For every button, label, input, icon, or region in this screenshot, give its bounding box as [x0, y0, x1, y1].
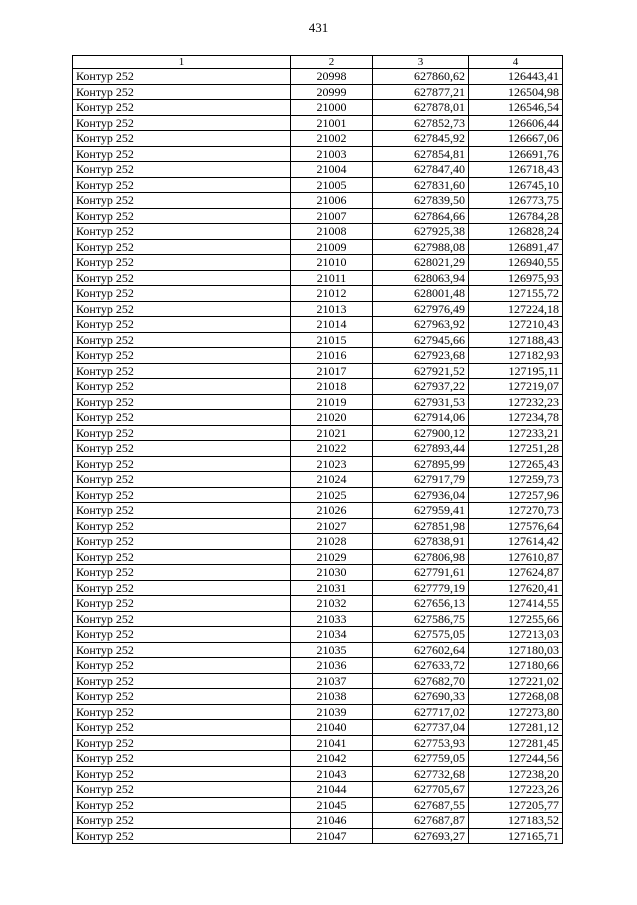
table-row [73, 131, 563, 147]
x-coordinate-cell: 627963,92 [373, 317, 469, 333]
table-row [73, 84, 563, 100]
x-coordinate-cell: 627753,93 [373, 735, 469, 751]
table-row [73, 611, 563, 627]
x-coordinate-cell: 627693,27 [373, 828, 469, 844]
table-row [73, 162, 563, 178]
point-number-cell: 20998 [291, 69, 373, 85]
contour-name-cell: Контур 252 [73, 239, 291, 255]
table-row [73, 487, 563, 503]
contour-name-cell: Контур 252 [73, 115, 291, 131]
table-row [73, 317, 563, 333]
point-number-cell: 21001 [291, 115, 373, 131]
point-number-cell: 21031 [291, 580, 373, 596]
contour-name-cell: Контур 252 [73, 193, 291, 209]
x-coordinate-cell: 627937,22 [373, 379, 469, 395]
table-row [73, 456, 563, 472]
x-coordinate-cell: 627914,06 [373, 410, 469, 426]
y-coordinate-cell: 126940,55 [469, 255, 563, 271]
y-coordinate-cell: 126606,44 [469, 115, 563, 131]
y-coordinate-cell: 126784,28 [469, 208, 563, 224]
point-number-cell: 21024 [291, 472, 373, 488]
point-number-cell: 21036 [291, 658, 373, 674]
y-coordinate-cell: 127183,52 [469, 813, 563, 829]
y-coordinate-cell: 127255,66 [469, 611, 563, 627]
contour-name-cell: Контур 252 [73, 611, 291, 627]
y-coordinate-cell: 127165,71 [469, 828, 563, 844]
contour-name-cell: Контур 252 [73, 549, 291, 565]
x-coordinate-cell: 627779,19 [373, 580, 469, 596]
table-row [73, 115, 563, 131]
point-number-cell: 20999 [291, 84, 373, 100]
x-coordinate-cell: 627900,12 [373, 425, 469, 441]
x-coordinate-cell: 627877,21 [373, 84, 469, 100]
x-coordinate-cell: 627917,79 [373, 472, 469, 488]
x-coordinate-cell: 627586,75 [373, 611, 469, 627]
point-number-cell: 21011 [291, 270, 373, 286]
y-coordinate-cell: 126667,06 [469, 131, 563, 147]
point-number-cell: 21023 [291, 456, 373, 472]
y-coordinate-cell: 127234,78 [469, 410, 563, 426]
y-coordinate-cell: 127232,23 [469, 394, 563, 410]
contour-name-cell: Контур 252 [73, 177, 291, 193]
y-coordinate-cell: 127188,43 [469, 332, 563, 348]
table-row [73, 332, 563, 348]
point-number-cell: 21022 [291, 441, 373, 457]
y-coordinate-cell: 127620,41 [469, 580, 563, 596]
contour-name-cell: Контур 252 [73, 580, 291, 596]
y-coordinate-cell: 127265,43 [469, 456, 563, 472]
table-row [73, 642, 563, 658]
point-number-cell: 21028 [291, 534, 373, 550]
y-coordinate-cell: 126891,47 [469, 239, 563, 255]
y-coordinate-cell: 127210,43 [469, 317, 563, 333]
contour-name-cell: Контур 252 [73, 348, 291, 364]
table-row [73, 720, 563, 736]
point-number-cell: 21015 [291, 332, 373, 348]
x-coordinate-cell: 627847,40 [373, 162, 469, 178]
table-row [73, 379, 563, 395]
x-coordinate-cell: 627976,49 [373, 301, 469, 317]
y-coordinate-cell: 127576,64 [469, 518, 563, 534]
y-coordinate-cell: 127624,87 [469, 565, 563, 581]
x-coordinate-cell: 628063,94 [373, 270, 469, 286]
point-number-cell: 21037 [291, 673, 373, 689]
x-coordinate-cell: 627839,50 [373, 193, 469, 209]
table-header-row [73, 56, 563, 69]
column-header-4: 4 [469, 56, 563, 69]
contour-name-cell: Контур 252 [73, 255, 291, 271]
contour-name-cell: Контур 252 [73, 689, 291, 705]
y-coordinate-cell: 127259,73 [469, 472, 563, 488]
table-row [73, 534, 563, 550]
contour-name-cell: Контур 252 [73, 131, 291, 147]
table-row [73, 100, 563, 116]
table-row [73, 813, 563, 829]
point-number-cell: 21029 [291, 549, 373, 565]
point-number-cell: 21020 [291, 410, 373, 426]
point-number-cell: 21025 [291, 487, 373, 503]
table-row [73, 565, 563, 581]
x-coordinate-cell: 627945,66 [373, 332, 469, 348]
table-row [73, 224, 563, 240]
point-number-cell: 21026 [291, 503, 373, 519]
x-coordinate-cell: 627921,52 [373, 363, 469, 379]
contour-name-cell: Контур 252 [73, 69, 291, 85]
table-row [73, 797, 563, 813]
contour-name-cell: Контур 252 [73, 162, 291, 178]
table-row [73, 394, 563, 410]
contour-name-cell: Контур 252 [73, 425, 291, 441]
table-row [73, 348, 563, 364]
point-number-cell: 21034 [291, 627, 373, 643]
point-number-cell: 21007 [291, 208, 373, 224]
point-number-cell: 21017 [291, 363, 373, 379]
contour-name-cell: Контур 252 [73, 301, 291, 317]
y-coordinate-cell: 127224,18 [469, 301, 563, 317]
x-coordinate-cell: 627831,60 [373, 177, 469, 193]
x-coordinate-cell: 627732,68 [373, 766, 469, 782]
table-row [73, 146, 563, 162]
x-coordinate-cell: 627854,81 [373, 146, 469, 162]
x-coordinate-cell: 627575,05 [373, 627, 469, 643]
column-header-3: 3 [373, 56, 469, 69]
contour-name-cell: Контур 252 [73, 379, 291, 395]
point-number-cell: 21042 [291, 751, 373, 767]
x-coordinate-cell: 627852,73 [373, 115, 469, 131]
table-row [73, 828, 563, 844]
table-row [73, 286, 563, 302]
y-coordinate-cell: 127251,28 [469, 441, 563, 457]
point-number-cell: 21033 [291, 611, 373, 627]
contour-name-cell: Контур 252 [73, 363, 291, 379]
point-number-cell: 21044 [291, 782, 373, 798]
table-row [73, 580, 563, 596]
contour-name-cell: Контур 252 [73, 146, 291, 162]
x-coordinate-cell: 627737,04 [373, 720, 469, 736]
contour-name-cell: Контур 252 [73, 487, 291, 503]
contour-name-cell: Контур 252 [73, 797, 291, 813]
point-number-cell: 21018 [291, 379, 373, 395]
point-number-cell: 21021 [291, 425, 373, 441]
point-number-cell: 21046 [291, 813, 373, 829]
contour-name-cell: Контур 252 [73, 100, 291, 116]
table-row [73, 410, 563, 426]
y-coordinate-cell: 127281,12 [469, 720, 563, 736]
x-coordinate-cell: 627602,64 [373, 642, 469, 658]
contour-name-cell: Контур 252 [73, 813, 291, 829]
x-coordinate-cell: 627988,08 [373, 239, 469, 255]
y-coordinate-cell: 126718,43 [469, 162, 563, 178]
contour-name-cell: Контур 252 [73, 596, 291, 612]
y-coordinate-cell: 127270,73 [469, 503, 563, 519]
y-coordinate-cell: 127180,66 [469, 658, 563, 674]
x-coordinate-cell: 627806,98 [373, 549, 469, 565]
table-row [73, 735, 563, 751]
contour-name-cell: Контур 252 [73, 394, 291, 410]
column-header-2: 2 [291, 56, 373, 69]
x-coordinate-cell: 627717,02 [373, 704, 469, 720]
point-number-cell: 21010 [291, 255, 373, 271]
x-coordinate-cell: 627633,72 [373, 658, 469, 674]
y-coordinate-cell: 127257,96 [469, 487, 563, 503]
y-coordinate-cell: 127614,42 [469, 534, 563, 550]
x-coordinate-cell: 627656,13 [373, 596, 469, 612]
point-number-cell: 21047 [291, 828, 373, 844]
point-number-cell: 21012 [291, 286, 373, 302]
y-coordinate-cell: 127268,08 [469, 689, 563, 705]
contour-name-cell: Контур 252 [73, 534, 291, 550]
contour-name-cell: Контур 252 [73, 766, 291, 782]
y-coordinate-cell: 127180,03 [469, 642, 563, 658]
table-row [73, 704, 563, 720]
y-coordinate-cell: 127273,80 [469, 704, 563, 720]
y-coordinate-cell: 126773,75 [469, 193, 563, 209]
x-coordinate-cell: 627845,92 [373, 131, 469, 147]
table-row [73, 766, 563, 782]
point-number-cell: 21002 [291, 131, 373, 147]
y-coordinate-cell: 127213,03 [469, 627, 563, 643]
contour-name-cell: Контур 252 [73, 782, 291, 798]
contour-name-cell: Контур 252 [73, 224, 291, 240]
y-coordinate-cell: 127155,72 [469, 286, 563, 302]
contour-name-cell: Контур 252 [73, 456, 291, 472]
contour-name-cell: Контур 252 [73, 84, 291, 100]
x-coordinate-cell: 627931,53 [373, 394, 469, 410]
point-number-cell: 21045 [291, 797, 373, 813]
y-coordinate-cell: 126975,93 [469, 270, 563, 286]
table-row [73, 689, 563, 705]
contour-name-cell: Контур 252 [73, 673, 291, 689]
column-header-1: 1 [73, 56, 291, 69]
point-number-cell: 21041 [291, 735, 373, 751]
x-coordinate-cell: 627959,41 [373, 503, 469, 519]
contour-name-cell: Контур 252 [73, 332, 291, 348]
table-row [73, 441, 563, 457]
point-number-cell: 21005 [291, 177, 373, 193]
y-coordinate-cell: 127281,45 [469, 735, 563, 751]
table-row [73, 658, 563, 674]
contour-name-cell: Контур 252 [73, 658, 291, 674]
point-number-cell: 21004 [291, 162, 373, 178]
y-coordinate-cell: 127223,26 [469, 782, 563, 798]
y-coordinate-cell: 127195,11 [469, 363, 563, 379]
y-coordinate-cell: 127182,93 [469, 348, 563, 364]
y-coordinate-cell: 126745,10 [469, 177, 563, 193]
table-row [73, 270, 563, 286]
contour-name-cell: Контур 252 [73, 208, 291, 224]
table-row [73, 301, 563, 317]
table-row [73, 627, 563, 643]
point-number-cell: 21027 [291, 518, 373, 534]
table-row [73, 177, 563, 193]
x-coordinate-cell: 627791,61 [373, 565, 469, 581]
x-coordinate-cell: 627759,05 [373, 751, 469, 767]
x-coordinate-cell: 627860,62 [373, 69, 469, 85]
table-row [73, 751, 563, 767]
y-coordinate-cell: 127219,07 [469, 379, 563, 395]
point-number-cell: 21006 [291, 193, 373, 209]
table-row [73, 363, 563, 379]
table-row [73, 472, 563, 488]
contour-name-cell: Контур 252 [73, 317, 291, 333]
contour-name-cell: Контур 252 [73, 828, 291, 844]
contour-name-cell: Контур 252 [73, 441, 291, 457]
table-row [73, 425, 563, 441]
table-row [73, 549, 563, 565]
point-number-cell: 21008 [291, 224, 373, 240]
contour-name-cell: Контур 252 [73, 286, 291, 302]
contour-name-cell: Контур 252 [73, 642, 291, 658]
point-number-cell: 21040 [291, 720, 373, 736]
x-coordinate-cell: 627878,01 [373, 100, 469, 116]
y-coordinate-cell: 127221,02 [469, 673, 563, 689]
table-row [73, 518, 563, 534]
x-coordinate-cell: 627851,98 [373, 518, 469, 534]
point-number-cell: 21014 [291, 317, 373, 333]
x-coordinate-cell: 627893,44 [373, 441, 469, 457]
y-coordinate-cell: 126691,76 [469, 146, 563, 162]
y-coordinate-cell: 126504,98 [469, 84, 563, 100]
table-row [73, 782, 563, 798]
x-coordinate-cell: 627923,68 [373, 348, 469, 364]
x-coordinate-cell: 627687,87 [373, 813, 469, 829]
coordinates-table [72, 55, 563, 844]
table-row [73, 255, 563, 271]
y-coordinate-cell: 127238,20 [469, 766, 563, 782]
y-coordinate-cell: 126828,24 [469, 224, 563, 240]
contour-name-cell: Контур 252 [73, 518, 291, 534]
y-coordinate-cell: 126546,54 [469, 100, 563, 116]
point-number-cell: 21035 [291, 642, 373, 658]
y-coordinate-cell: 127205,77 [469, 797, 563, 813]
table-row [73, 503, 563, 519]
x-coordinate-cell: 627705,67 [373, 782, 469, 798]
table-row [73, 596, 563, 612]
table-row [73, 193, 563, 209]
point-number-cell: 21009 [291, 239, 373, 255]
point-number-cell: 21043 [291, 766, 373, 782]
contour-name-cell: Контур 252 [73, 720, 291, 736]
x-coordinate-cell: 627895,99 [373, 456, 469, 472]
point-number-cell: 21039 [291, 704, 373, 720]
point-number-cell: 21038 [291, 689, 373, 705]
x-coordinate-cell: 627936,04 [373, 487, 469, 503]
x-coordinate-cell: 628021,29 [373, 255, 469, 271]
table-row [73, 69, 563, 85]
point-number-cell: 21019 [291, 394, 373, 410]
contour-name-cell: Контур 252 [73, 627, 291, 643]
x-coordinate-cell: 628001,48 [373, 286, 469, 302]
point-number-cell: 21013 [291, 301, 373, 317]
point-number-cell: 21016 [291, 348, 373, 364]
x-coordinate-cell: 627838,91 [373, 534, 469, 550]
contour-name-cell: Контур 252 [73, 565, 291, 581]
contour-name-cell: Контур 252 [73, 472, 291, 488]
x-coordinate-cell: 627687,55 [373, 797, 469, 813]
contour-name-cell: Контур 252 [73, 704, 291, 720]
x-coordinate-cell: 627925,38 [373, 224, 469, 240]
table-row [73, 239, 563, 255]
point-number-cell: 21030 [291, 565, 373, 581]
contour-name-cell: Контур 252 [73, 503, 291, 519]
y-coordinate-cell: 127610,87 [469, 549, 563, 565]
table-body [73, 69, 563, 844]
x-coordinate-cell: 627864,66 [373, 208, 469, 224]
x-coordinate-cell: 627690,33 [373, 689, 469, 705]
contour-name-cell: Контур 252 [73, 410, 291, 426]
contour-name-cell: Контур 252 [73, 735, 291, 751]
y-coordinate-cell: 126443,41 [469, 69, 563, 85]
point-number-cell: 21000 [291, 100, 373, 116]
x-coordinate-cell: 627682,70 [373, 673, 469, 689]
contour-name-cell: Контур 252 [73, 270, 291, 286]
table-row [73, 208, 563, 224]
y-coordinate-cell: 127233,21 [469, 425, 563, 441]
contour-name-cell: Контур 252 [73, 751, 291, 767]
page-number: 431 [308, 20, 329, 35]
table-row [73, 673, 563, 689]
y-coordinate-cell: 127244,56 [469, 751, 563, 767]
point-number-cell: 21032 [291, 596, 373, 612]
point-number-cell: 21003 [291, 146, 373, 162]
y-coordinate-cell: 127414,55 [469, 596, 563, 612]
